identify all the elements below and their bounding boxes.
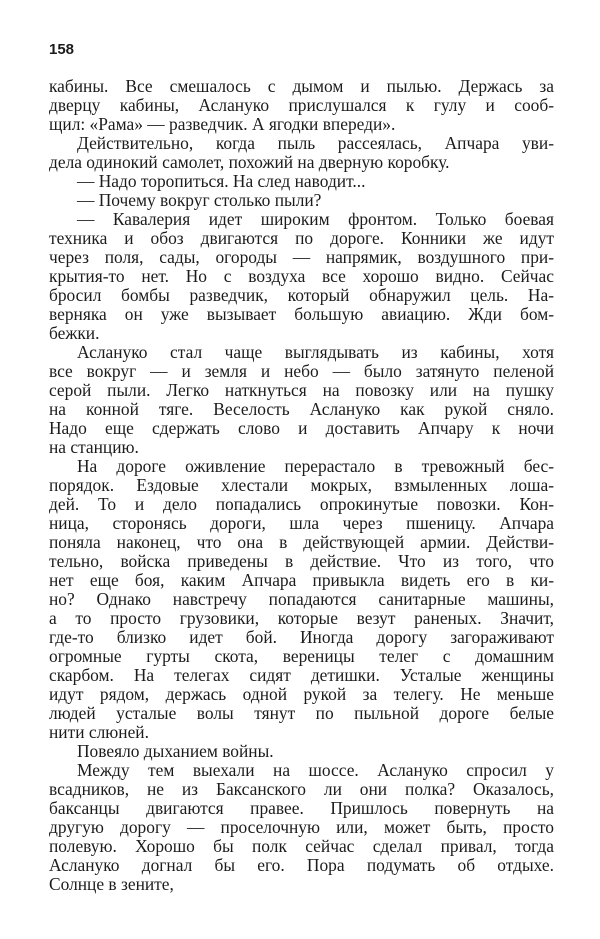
text-line: бросил бомбы разведчик, который обнаружил цель. На- <box>49 285 554 305</box>
text-line: — Почему вокруг столько пыли? <box>77 190 322 210</box>
text-line: тельно, войска приведены в действие. Что из того, что <box>49 551 554 571</box>
text-line: Надо еще сдержать слово и доставить Апчару к ночи <box>49 418 554 438</box>
text-line: крытия-то нет. Но с воздуха все хорошо видно. Сейчас <box>49 266 554 286</box>
text-line: полевую. Хорошо бы полк сейчас сделал привал, тогда <box>49 836 554 856</box>
text-line: поняла наконец, что она в действующей армии. Действи- <box>49 532 554 552</box>
text-line: идут рядом, держась одной рукой за телегу. Не меньше <box>49 684 554 704</box>
text-line: Солнце в зените, <box>49 874 174 894</box>
text-line: всадников, не из Баксанского ли они полка? Оказалось, <box>49 779 554 799</box>
text-line: щил: «Рама» — разведчик. А ягодки впереди». <box>49 114 396 134</box>
text-line: — Надо торопиться. На след наводит... <box>77 171 366 191</box>
text-line: огромные гурты скота, вереницы телег с домашним <box>49 646 554 666</box>
paragraph <box>49 457 554 742</box>
text-line: на станцию. <box>49 437 139 457</box>
paragraph <box>49 77 554 134</box>
text-line: а то просто грузовики, которые везут раненых. Значит, <box>49 608 554 628</box>
text-line: Аслануко догнал бы его. Пора подумать об отдыхе. <box>49 855 554 875</box>
text-line: нити слюней. <box>49 722 149 742</box>
text-line: нет еще боя, каким Апчара привыкла видеть его в ки- <box>49 570 554 590</box>
paragraph <box>49 172 554 191</box>
paragraph <box>49 742 554 761</box>
text-line: Повеяло дыханием войны. <box>77 741 274 761</box>
text-line: порядок. Ездовые хлестали мокрых, взмыленных лоша- <box>49 475 554 495</box>
paragraph <box>49 210 554 343</box>
page-number: 158 <box>49 41 75 58</box>
text-line: людей усталые волы тянут по пыльной дороге белые <box>49 703 554 723</box>
text-line: но? Однако навстречу попадаются санитарные машины, <box>49 589 554 609</box>
text-line: где-то близко идет бой. Иногда дорогу загораживают <box>49 627 554 647</box>
text-line: скарбом. На телегах сидят детишки. Усталые женщины <box>49 665 554 685</box>
text-line: дела одинокий самолет, похожий на дверную коробку. <box>49 152 450 172</box>
text-line: Аслануко стал чаще выглядывать из кабины, хотя <box>77 342 554 362</box>
text-line: верняка он уже вызывает большую авиацию. Жди бом- <box>49 304 554 324</box>
text-line: На дороге оживление перерастало в тревожный бес- <box>77 456 554 476</box>
paragraph <box>49 761 554 894</box>
text-line: — Кавалерия идет широким фронтом. Только боевая <box>77 209 554 229</box>
text-line: серой пыли. Легко наткнуться на повозку или на пушку <box>49 380 554 400</box>
text-line: ница, сторонясь дороги, шла через пшеницу. Апчара <box>49 513 554 533</box>
text-line: другую дорогу — проселочную или, может быть, просто <box>49 817 554 837</box>
text-line: Между тем выехали на шоссе. Аслануко спросил у <box>77 760 554 780</box>
text-line: дей. То и дело попадались опрокинутые повозки. Кон- <box>49 494 554 514</box>
paragraph <box>49 191 554 210</box>
text-line: бежки. <box>49 323 100 343</box>
text-line: техника и обоз двигаются по дороге. Конники же идут <box>49 228 554 248</box>
paragraph <box>49 134 554 172</box>
text-line: баксанцы двигаются правее. Пришлось повернуть на <box>49 798 554 818</box>
text-line: все вокруг — и земля и небо — было затянуто пеленой <box>49 361 554 381</box>
text-line: Действительно, когда пыль рассеялась, Апчара уви- <box>77 133 554 153</box>
text-line: кабины. Все смешалось с дымом и пылью. Держась за <box>49 76 554 96</box>
paragraph <box>49 343 554 457</box>
text-line: через поля, сады, огороды — напрямик, воздушного при- <box>49 247 554 267</box>
text-line: дверцу кабины, Аслануко прислушался к гулу и сооб- <box>49 95 554 115</box>
text-line: на конной тяге. Веселость Аслануко как рукой сняло. <box>49 399 554 419</box>
body-text <box>49 77 554 894</box>
